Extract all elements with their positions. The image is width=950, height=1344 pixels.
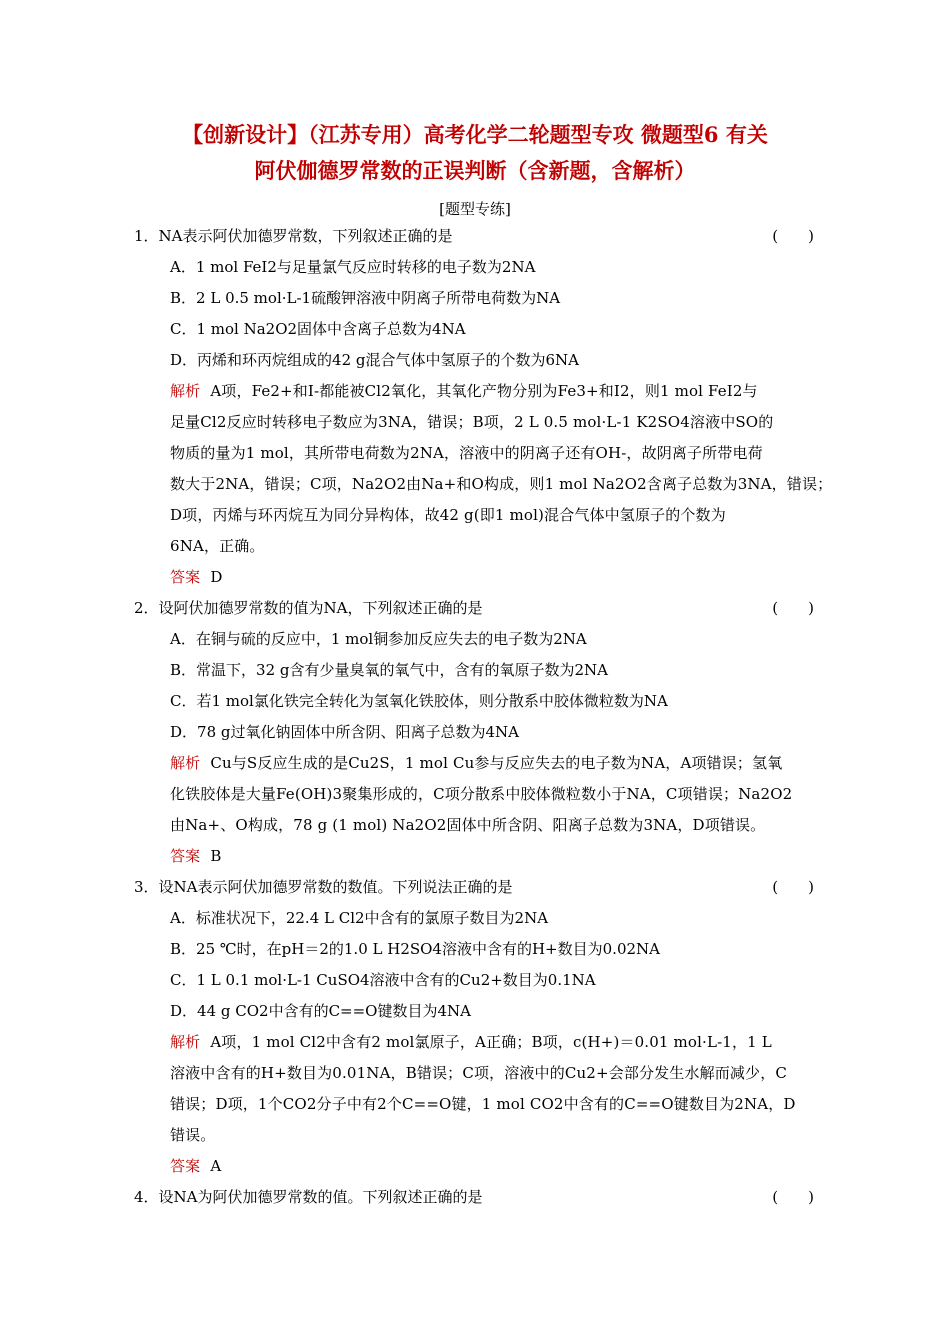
- question-2-option-d: D．78 g过氧化钠固体中所含阴、阳离子总数为4NA: [170, 723, 519, 741]
- question-2-answer: [170, 846, 820, 866]
- question-stem-text: 1．NA表示阿伏加德罗常数，下列叙述正确的是: [134, 227, 453, 245]
- question-1-explanation-line: [170, 381, 820, 401]
- question-2-explanation-line: 化铁胶体是大量Fe(OH)3聚集形成的，C项分散系中胶体微粒数小于NA，C项错误；Na2O2: [170, 785, 793, 803]
- answer-value: A: [210, 1157, 222, 1175]
- question-stem-text: 4．设NA为阿伏加德罗常数的值。下列叙述正确的是: [134, 1188, 483, 1206]
- explanation-label: 解析: [170, 382, 201, 400]
- question-4-stem: [134, 1187, 814, 1207]
- question-2-stem: [134, 598, 814, 618]
- question-1-stem: [134, 226, 814, 246]
- answer-blank: ( ): [772, 878, 814, 896]
- answer-value: D: [210, 568, 223, 586]
- document-title-line-1: 【创新设计】（江苏专用）高考化学二轮题型专攻 微题型6 有关: [182, 122, 768, 147]
- explanation-label: 解析: [170, 754, 201, 772]
- answer-value: B: [210, 847, 222, 865]
- explanation-text: A项，1 mol Cl2中含有2 mol氯原子，A正确；B项，c(H+)＝0.01 mol·L-1，1 L: [210, 1033, 772, 1051]
- question-1-option-c: C．1 mol Na2O2固体中含离子总数为4NA: [170, 320, 466, 338]
- question-3-option-a: A．标准状况下，22.4 L Cl2中含有的氯原子数目为2NA: [170, 909, 549, 927]
- question-1-answer: [170, 567, 820, 587]
- question-2-option-c: C．若1 mol氯化铁完全转化为氢氧化铁胶体，则分散系中胶体微粒数为NA: [170, 692, 668, 710]
- question-3-option-c: C．1 L 0.1 mol·L-1 CuSO4溶液中含有的Cu2+数目为0.1NA: [170, 971, 596, 989]
- question-1-explanation-line: D项，丙烯与环丙烷互为同分异构体，故42 g(即1 mol)混合气体中氢原子的个数为: [170, 506, 726, 524]
- answer-blank: ( ): [772, 1188, 814, 1206]
- question-2-option-a: A．在铜与硫的反应中，1 mol铜参加反应失去的电子数为2NA: [170, 630, 587, 648]
- question-1-option-a: A．1 mol FeI2与足量氯气反应时转移的电子数为2NA: [170, 258, 536, 276]
- question-3-option-d: D．44 g CO2中含有的C==O键数目为4NA: [170, 1002, 471, 1020]
- explanation-label: 解析: [170, 1033, 201, 1051]
- explanation-text: A项，Fe2+和I-都能被Cl2氧化，其氧化产物分别为Fe3+和I2，则1 mol FeI2与: [210, 382, 758, 400]
- question-1-explanation-line: 足量Cl2反应时转移电子数应为3NA，错误；B项，2 L 0.5 mol·L-1 K2SO4溶液中SO的: [170, 413, 774, 431]
- answer-label: 答案: [170, 847, 201, 865]
- answer-label: 答案: [170, 1157, 201, 1175]
- answer-label: 答案: [170, 568, 201, 586]
- question-3-explanation-line: 溶液中含有的H+数目为0.01NA，B错误；C项，溶液中的Cu2+会部分发生水解而减少，C: [170, 1064, 787, 1082]
- answer-blank: ( ): [772, 599, 814, 617]
- question-stem-text: 3．设NA表示阿伏加德罗常数的数值。下列说法正确的是: [134, 878, 513, 896]
- question-3-option-b: B．25 ℃时，在pH＝2的1.0 L H2SO4溶液中含有的H+数目为0.02NA: [170, 940, 660, 958]
- question-2-explanation-line: [170, 753, 820, 773]
- section-label: [题型专练]: [439, 200, 511, 218]
- question-1-explanation-line: 数大于2NA，错误；C项，Na2O2由Na+和O构成，则1 mol Na2O2含离子总数为3NA，错误；: [170, 475, 833, 493]
- question-stem-text: 2．设阿伏加德罗常数的值为NA，下列叙述正确的是: [134, 599, 483, 617]
- question-1-explanation-line: 6NA，正确。: [170, 537, 265, 555]
- question-2-explanation-line: 由Na+、O构成，78 g (1 mol) Na2O2固体中所含阴、阳离子总数为3NA，D项错误。: [170, 816, 766, 834]
- question-1-explanation-line: 物质的量为1 mol，其所带电荷数为2NA，溶液中的阴离子还有OH-，故阴离子所带电荷: [170, 444, 763, 462]
- document-title-line-2: 阿伏伽德罗常数的正误判断（含新题，含解析）: [254, 158, 696, 183]
- question-3-explanation-line: 错误。: [170, 1126, 216, 1144]
- question-3-explanation-line: [170, 1032, 820, 1052]
- question-3-explanation-line: 错误；D项，1个CO2分子中有2个C==O键，1 mol CO2中含有的C==O键数目为2NA，D: [170, 1095, 796, 1113]
- question-3-stem: [134, 877, 814, 897]
- question-2-option-b: B．常温下，32 g含有少量臭氧的氧气中，含有的氧原子数为2NA: [170, 661, 608, 679]
- question-3-answer: [170, 1156, 820, 1176]
- explanation-text: Cu与S反应生成的是Cu2S，1 mol Cu参与反应失去的电子数为NA，A项错误；氢氧: [210, 754, 783, 772]
- question-1-option-d: D．丙烯和环丙烷组成的42 g混合气体中氢原子的个数为6NA: [170, 351, 579, 369]
- answer-blank: ( ): [772, 227, 814, 245]
- question-1-option-b: B．2 L 0.5 mol·L-1硫酸钾溶液中阴离子所带电荷数为NA: [170, 289, 561, 307]
